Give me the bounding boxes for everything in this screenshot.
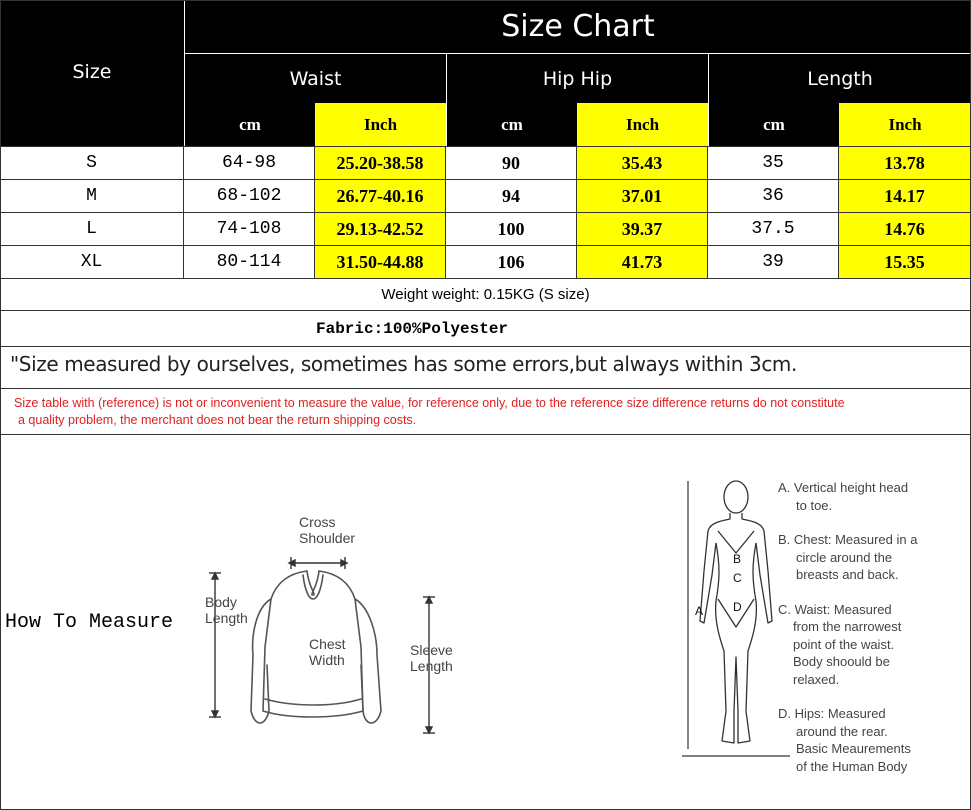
note-c-line-1: C. Waist: Measured xyxy=(778,601,892,617)
cell-value: 90 xyxy=(502,152,520,173)
cross-shoulder-arrow xyxy=(289,557,347,569)
how-to-measure-section xyxy=(0,435,971,810)
table-cell xyxy=(577,213,708,246)
table-cell xyxy=(184,246,315,279)
cell-value: 15.35 xyxy=(884,251,925,272)
size-header-label: Size xyxy=(72,61,112,83)
cell-value: 37.5 xyxy=(751,219,795,239)
table-cell xyxy=(708,213,839,246)
table-cell xyxy=(184,147,315,180)
sleeve-length-label-1: Sleeve xyxy=(410,642,453,658)
note-b-line-2: circle around the xyxy=(796,549,893,565)
size-cell xyxy=(0,246,184,279)
unit-cell xyxy=(446,103,577,146)
sleeve-length-label-2: Length xyxy=(410,658,453,674)
cell-value: 41.73 xyxy=(621,251,663,272)
size-label: L xyxy=(86,219,97,239)
cell-value: 94 xyxy=(502,185,520,206)
note-d-line-1: D. Hips: Measured xyxy=(778,706,886,721)
table-cell xyxy=(315,246,446,279)
garment-diagram xyxy=(195,515,465,745)
note-b-line-1: B. Chest: Measured in a xyxy=(778,532,918,547)
size-label: M xyxy=(86,186,97,206)
cell-value: 68-102 xyxy=(216,186,282,206)
size-label: S xyxy=(86,153,97,173)
note-c-line-2: from the narrowest xyxy=(793,619,902,634)
size-label: XL xyxy=(80,252,103,272)
note-c-line-3: point of the waist. xyxy=(793,636,895,652)
table-cell xyxy=(839,180,971,213)
cell-value: 37.01 xyxy=(621,185,663,206)
size-cell xyxy=(0,147,184,180)
marker-a: A xyxy=(695,604,704,618)
group-header-hip xyxy=(446,53,708,103)
body-notes xyxy=(778,479,968,775)
table-cell xyxy=(184,180,315,213)
cell-value: 14.76 xyxy=(884,218,925,239)
cell-value: 106 xyxy=(497,251,525,272)
page-title: Size Chart xyxy=(501,9,655,44)
unit-label: Inch xyxy=(625,114,660,134)
unit-cell xyxy=(315,103,446,146)
unit-cell xyxy=(577,103,708,146)
size-cell xyxy=(0,213,184,246)
note-d-line-3: Basic Meaurements xyxy=(796,741,911,756)
table-cell xyxy=(315,213,446,246)
disclaimer-line-2: a quality problem, the merchant does not bear the return shipping costs. xyxy=(18,413,417,427)
chest-width-label-2: Width xyxy=(309,652,345,668)
table-cell xyxy=(708,180,839,213)
table-cell xyxy=(315,180,446,213)
note-c-line-5: relaxed. xyxy=(793,671,840,687)
cell-value: 74-108 xyxy=(216,219,282,239)
cell-value: 26.77-40.16 xyxy=(336,185,424,206)
table-cell xyxy=(446,147,577,180)
table-cell xyxy=(184,213,315,246)
table-cell xyxy=(708,246,839,279)
disclaimer-line-1: Size table with (reference) is not or inconvenient to measure the value, for reference only, due to the reference size difference returns do not constitute xyxy=(14,396,845,410)
cell-value: 39 xyxy=(762,252,784,272)
note-a-line-1: A. Vertical height head xyxy=(778,480,909,495)
cell-value: 35.43 xyxy=(621,152,663,173)
group-label-hip: Hip Hip xyxy=(542,67,613,90)
cell-value: 80-114 xyxy=(216,252,282,272)
cell-value: 39.37 xyxy=(621,218,663,239)
cell-value: 31.50-44.88 xyxy=(336,251,424,272)
marker-b: B xyxy=(733,552,742,566)
unit-cell xyxy=(184,103,315,146)
table-cell xyxy=(839,213,971,246)
note-c-line-4: Body shoould be xyxy=(793,654,890,669)
body-figure xyxy=(680,471,790,763)
marker-d: D xyxy=(733,600,742,614)
title-cell xyxy=(184,0,971,53)
unit-cell xyxy=(839,103,971,146)
unit-label: Inch xyxy=(888,114,922,134)
table-cell xyxy=(446,180,577,213)
marker-c: C xyxy=(733,571,742,585)
table-cell xyxy=(839,246,971,279)
note-d-line-2: around the rear. xyxy=(796,723,888,739)
group-label-length: Length xyxy=(807,67,873,90)
chest-width-label-1: Chest xyxy=(309,636,346,652)
size-table-body xyxy=(0,146,971,278)
cell-value: 25.20-38.58 xyxy=(336,152,424,173)
weight-note-row xyxy=(0,278,971,311)
table-cell xyxy=(577,246,708,279)
body-length-label-2: Length xyxy=(205,610,248,626)
note-a-line-2: to toe. xyxy=(796,497,833,513)
disclaimer-row xyxy=(0,389,971,435)
table-cell xyxy=(577,147,708,180)
table-cell xyxy=(446,213,577,246)
cell-value: 35 xyxy=(762,153,784,173)
cell-value: 14.17 xyxy=(884,185,925,206)
note-d-line-4: of the Human Body xyxy=(796,758,908,774)
cell-value: 100 xyxy=(497,218,525,239)
size-cell xyxy=(0,180,184,213)
cell-value: 29.13-42.52 xyxy=(336,218,424,239)
table-cell xyxy=(839,147,971,180)
cell-value: 13.78 xyxy=(884,152,925,173)
measure-note-row xyxy=(0,347,971,389)
fabric-note: Fabric:100%Polyester xyxy=(316,320,509,338)
cell-value: 64-98 xyxy=(221,153,276,173)
table-cell xyxy=(315,147,446,180)
group-header-length xyxy=(708,53,971,103)
fabric-note-row xyxy=(0,311,971,347)
unit-label: cm xyxy=(501,114,523,134)
group-header-waist xyxy=(184,53,446,103)
measure-note: "Size measured by ourselves, sometimes has some errors,but always within 3cm. xyxy=(10,352,797,376)
unit-label: Inch xyxy=(363,114,398,134)
body-length-label-1: Body xyxy=(205,594,237,610)
size-header-cell xyxy=(0,0,184,146)
table-cell xyxy=(708,147,839,180)
unit-label: cm xyxy=(763,114,785,134)
table-cell xyxy=(577,180,708,213)
cross-shoulder-label-2: Shoulder xyxy=(299,530,356,546)
group-label-waist: Waist xyxy=(289,67,342,90)
how-to-measure-label: How To Measure xyxy=(5,611,174,634)
unit-cell xyxy=(708,103,839,146)
unit-label: cm xyxy=(239,114,261,134)
weight-note: Weight weight: 0.15KG (S size) xyxy=(381,285,590,303)
cell-value: 36 xyxy=(762,186,784,206)
cross-shoulder-label-1: Cross xyxy=(299,515,336,530)
table-cell xyxy=(446,246,577,279)
note-b-line-3: breasts and back. xyxy=(796,567,899,582)
